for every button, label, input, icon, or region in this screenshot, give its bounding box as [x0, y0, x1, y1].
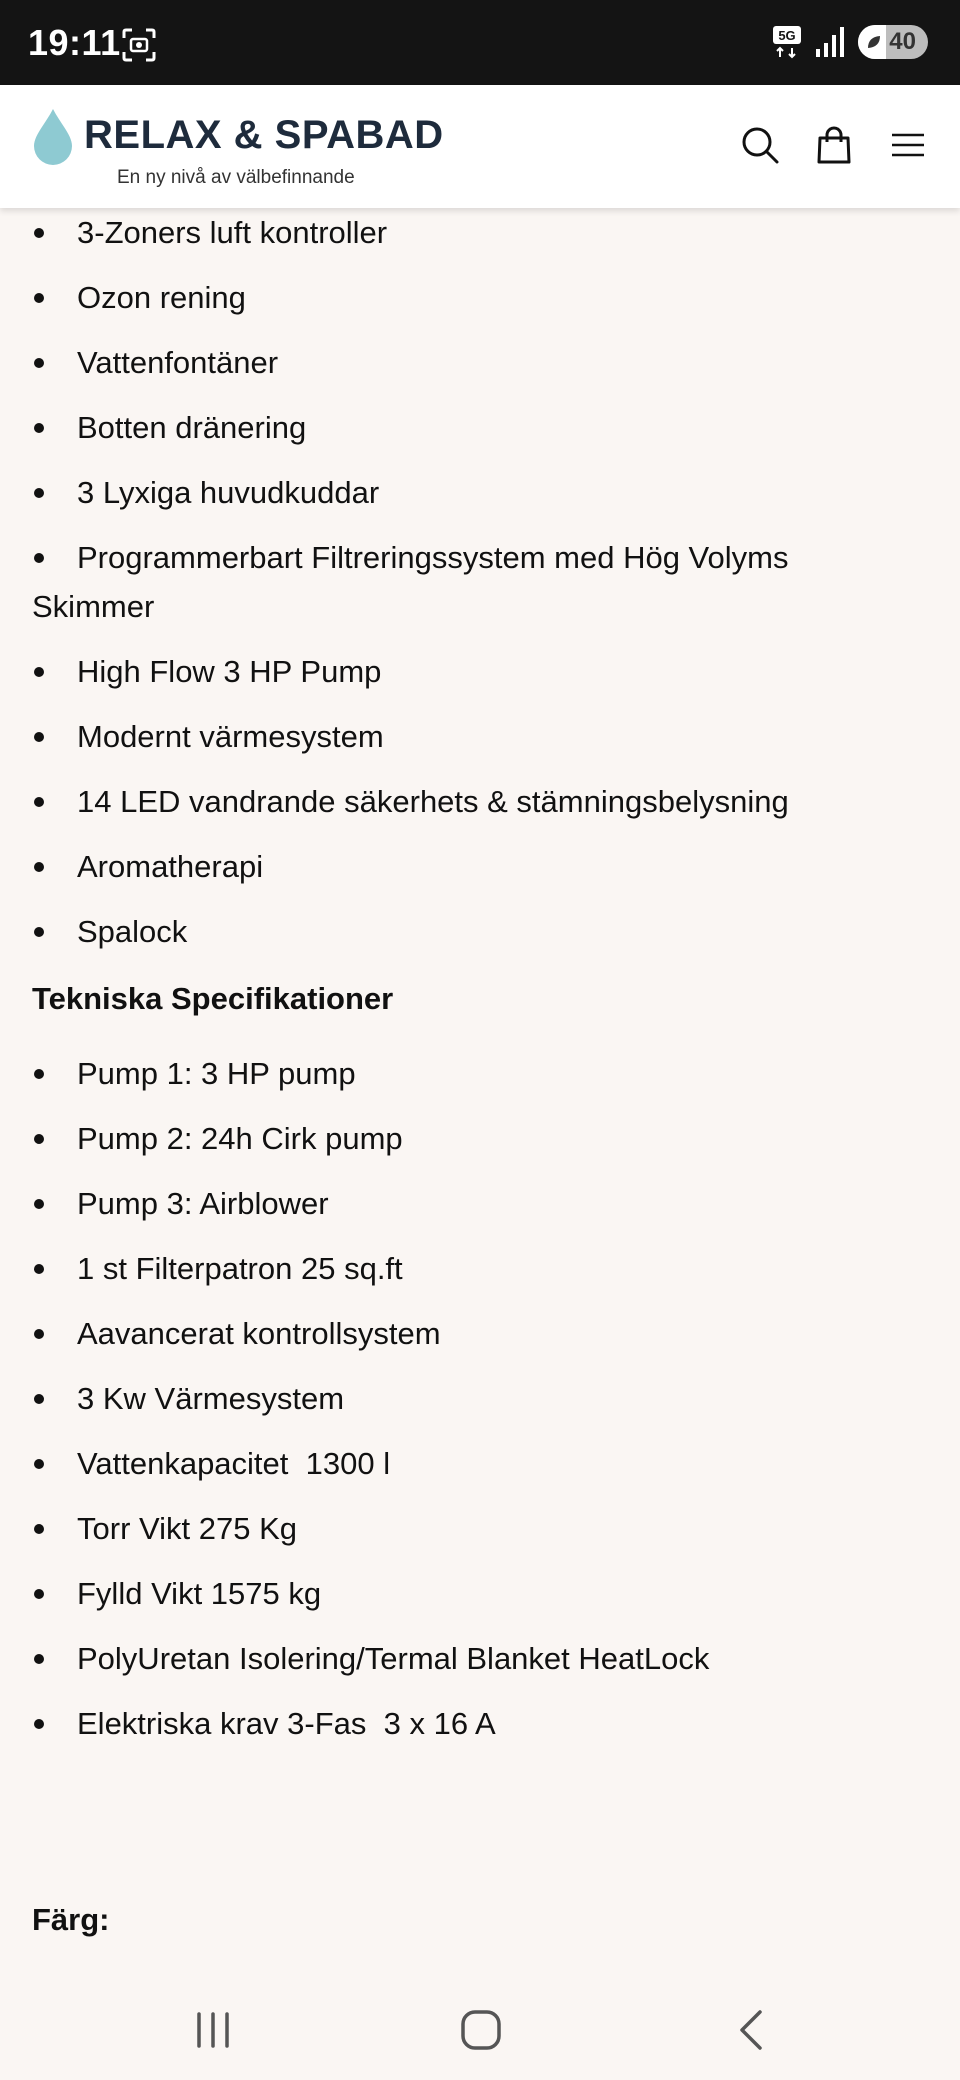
home-icon[interactable] [455, 2004, 507, 2056]
list-item [32, 533, 928, 631]
list-item: 3 Lyxiga huvudkuddar [32, 468, 928, 517]
search-icon[interactable] [740, 125, 780, 165]
battery-level: 40 [889, 28, 916, 55]
list-item-line: Skimmer [32, 589, 155, 624]
list-item: PolyUretan Isolering/Termal Blanket HeatLock [32, 1634, 928, 1683]
list-item: 3 Kw Värmesystem [32, 1374, 928, 1423]
water-drop-logo-icon[interactable] [32, 107, 74, 165]
site-header [0, 85, 960, 208]
list-item: Ozon rening [32, 273, 928, 322]
list-item: Pump 3: Airblower [32, 1179, 928, 1228]
system-nav-bar [0, 1980, 960, 2080]
list-item: High Flow 3 HP Pump [32, 647, 928, 696]
list-item: Torr Vikt 275 Kg [32, 1504, 928, 1553]
list-item: Elektriska krav 3-Fas 3 x 16 A [32, 1699, 928, 1748]
screenshot-icon [122, 28, 156, 62]
spec-list [32, 1049, 928, 1748]
status-bar [0, 0, 960, 85]
color-heading: Färg: [32, 1902, 110, 1937]
battery-saver-icon [866, 34, 882, 50]
list-item: Vattenkapacitet 1300 l [32, 1439, 928, 1488]
list-item: Modernt värmesystem [32, 712, 928, 761]
specs-heading: Tekniska Specifikationer [32, 981, 394, 1016]
logo-title[interactable]: RELAX & SPABAD [84, 113, 444, 157]
shopping-bag-icon[interactable] [814, 125, 854, 165]
list-item: Aavancerat kontrollsystem [32, 1309, 928, 1358]
feature-list [32, 208, 928, 956]
list-item: Fylld Vikt 1575 kg [32, 1569, 928, 1618]
signal-icon [814, 25, 846, 59]
list-item: Botten dränering [32, 403, 928, 452]
list-item: Vattenfontäner [32, 338, 928, 387]
back-icon[interactable] [726, 2004, 778, 2056]
list-item: Pump 2: 24h Cirk pump [32, 1114, 928, 1163]
status-time: 19:11 [28, 22, 121, 63]
battery-indicator [858, 25, 928, 59]
logo-tagline: En ny nivå av välbefinnande [117, 167, 355, 188]
list-item: Aromatherapi [32, 842, 928, 891]
list-item: 3-Zoners luft kontroller [32, 208, 928, 257]
list-item: Spalock [32, 907, 928, 956]
list-item: 1 st Filterpatron 25 sq.ft [32, 1244, 928, 1293]
network-5g-icon [772, 24, 802, 60]
hamburger-menu-icon[interactable] [888, 125, 928, 165]
product-description [0, 208, 960, 1764]
svg-text:5G: 5G [778, 28, 796, 43]
list-item: Pump 1: 3 HP pump [32, 1049, 928, 1098]
list-item-line: Programmerbart Filtreringssystem med Hög Volyms [77, 540, 789, 575]
recents-icon[interactable] [187, 2004, 239, 2056]
list-item: 14 LED vandrande säkerhets & stämningsbelysning [32, 777, 928, 826]
